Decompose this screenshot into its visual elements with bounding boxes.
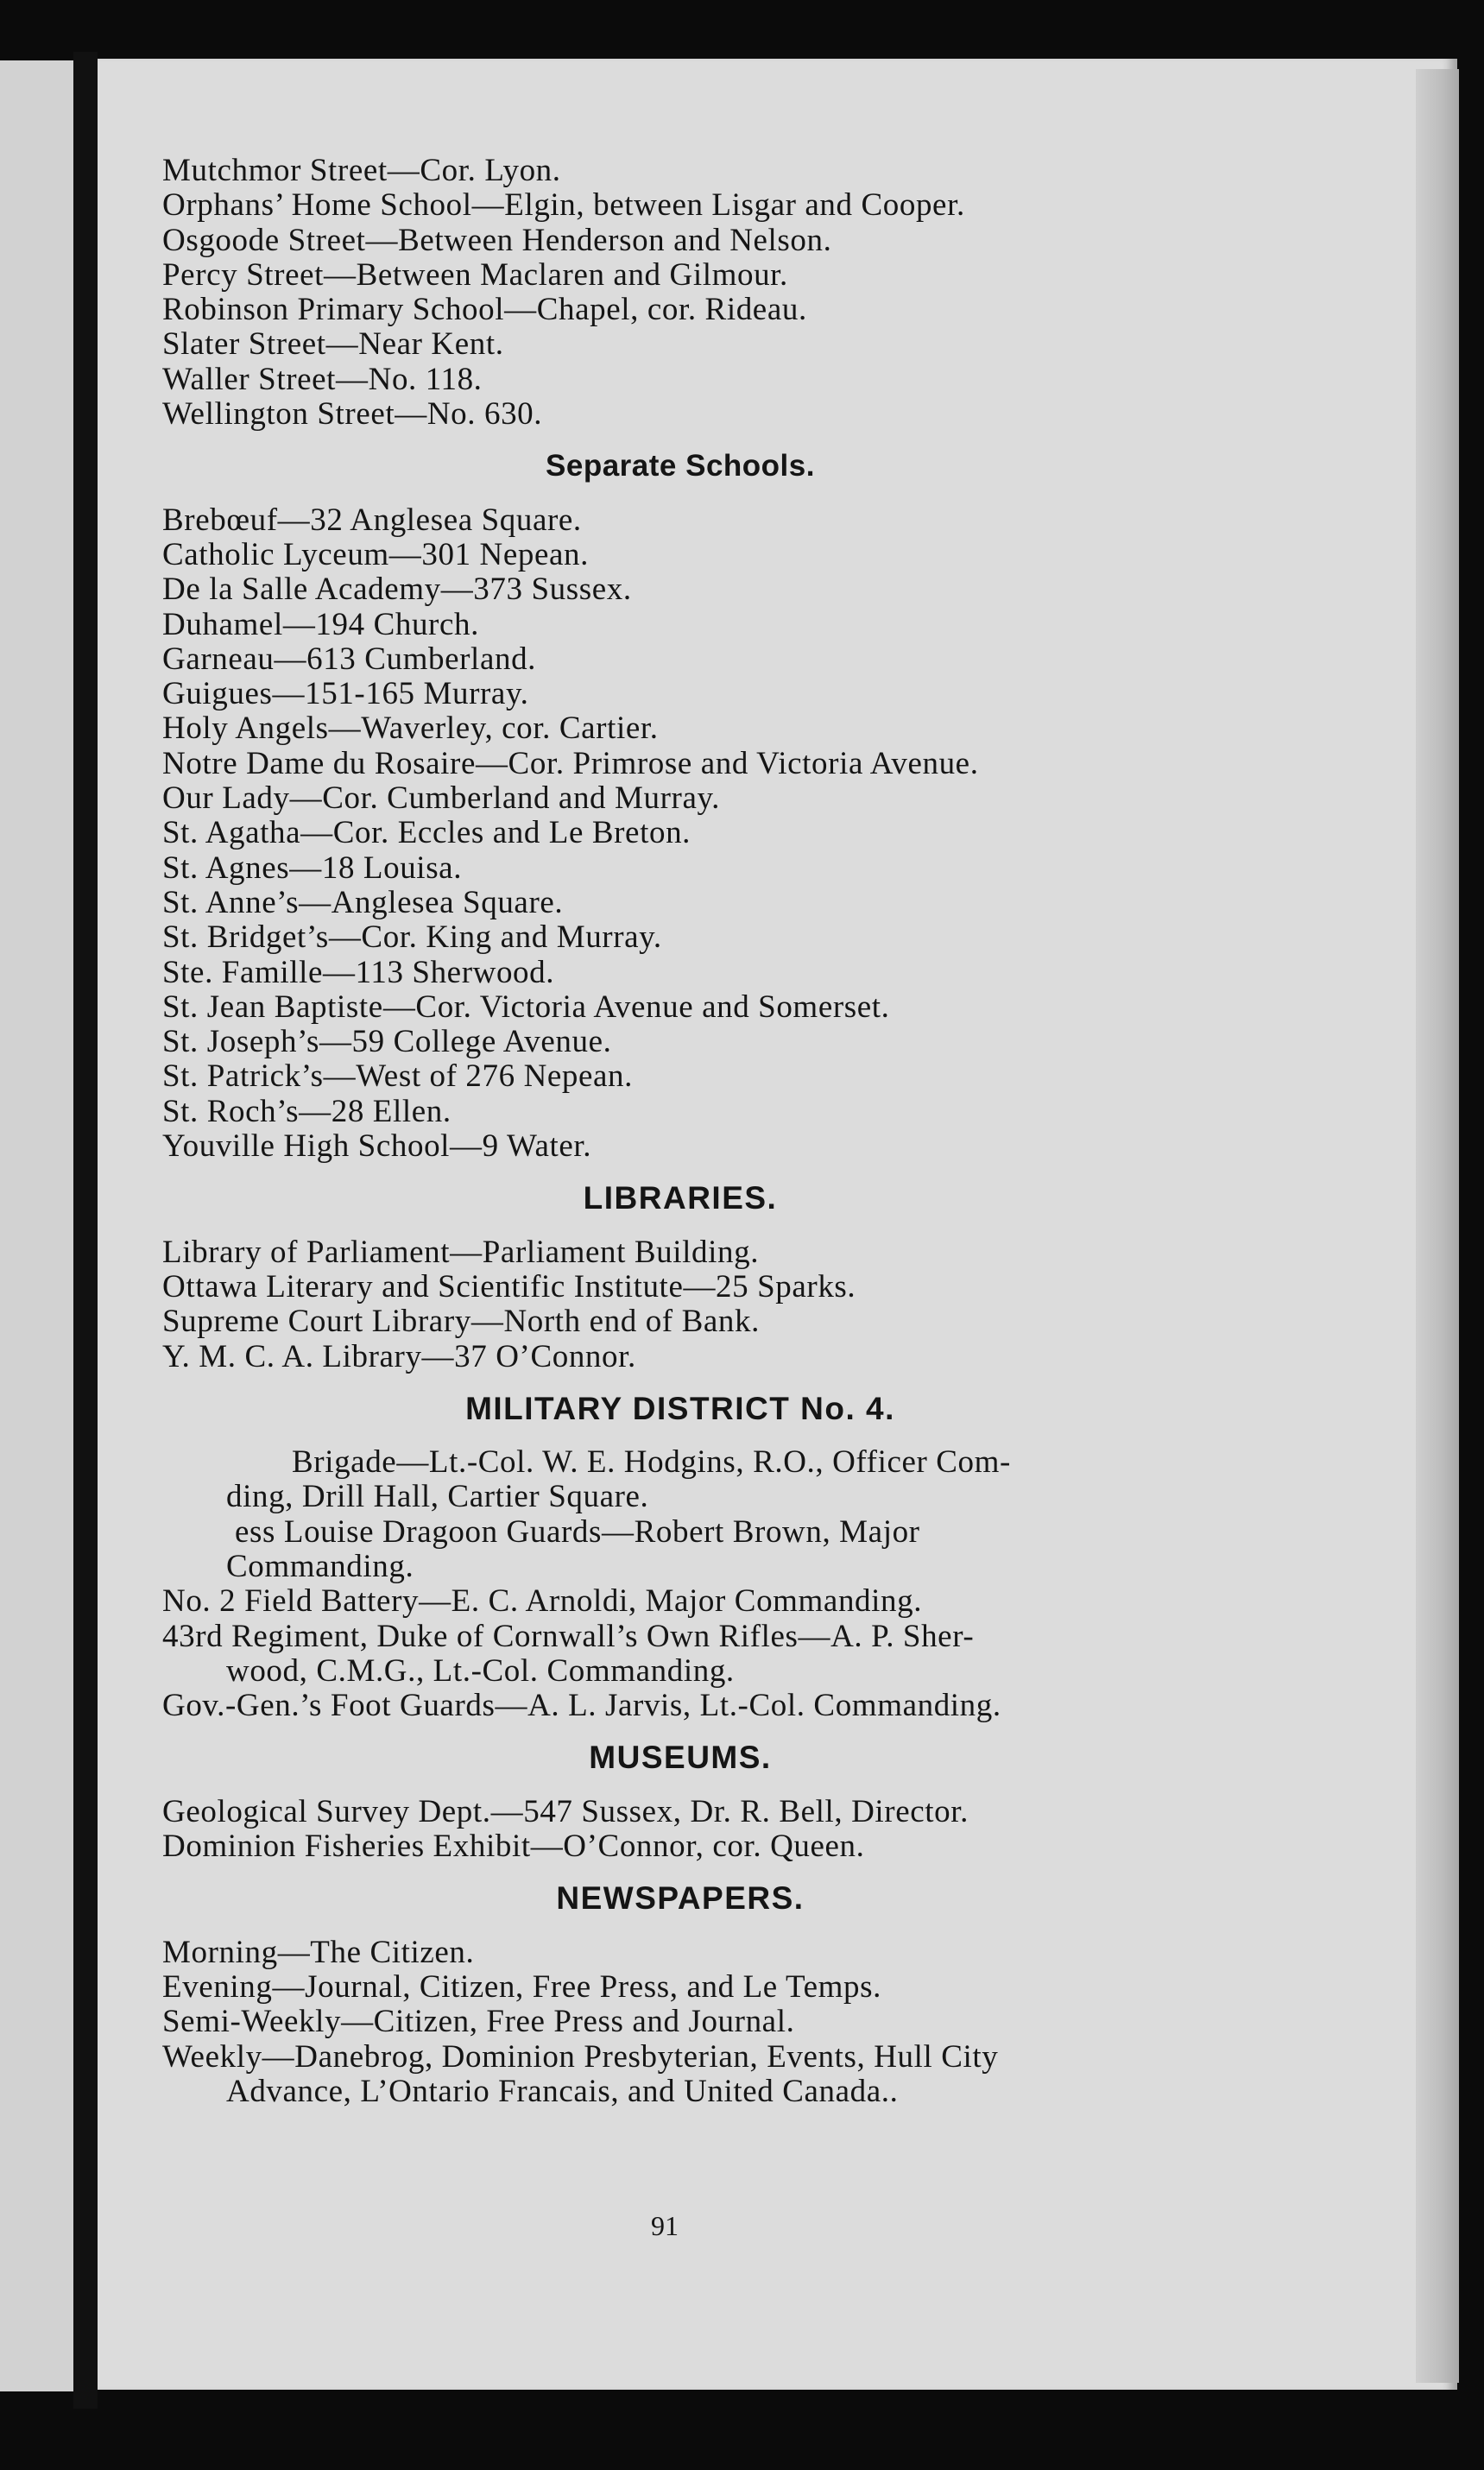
list-item: Brigade—Lt.-Col. W. E. Hodgins, R.O., Officer Com- bbox=[292, 1444, 1011, 1481]
list-item: Orphans’ Home School—Elgin, between Lisgar and Cooper. bbox=[162, 187, 965, 224]
list-item: Ottawa Literary and Scientific Institute—25 Sparks. bbox=[162, 1268, 856, 1304]
list-item: Guigues—151-165 Murray. bbox=[162, 676, 529, 712]
military-district-heading: MILITARY DISTRICT No. 4. bbox=[465, 1390, 895, 1426]
list-item: St. Agatha—Cor. Eccles and Le Breton. bbox=[162, 815, 691, 851]
list-item: St. Roch’s—28 Ellen. bbox=[162, 1093, 452, 1129]
list-item: Garneau—613 Cumberland. bbox=[162, 641, 537, 677]
list-item: Robinson Primary School—Chapel, cor. Rideau. bbox=[162, 292, 807, 328]
list-item: Brebœuf—32 Anglesea Square. bbox=[162, 502, 582, 538]
list-item: Supreme Court Library—North end of Bank. bbox=[162, 1304, 760, 1340]
list-item: St. Anne’s—Anglesea Square. bbox=[162, 884, 564, 920]
list-item: ess Louise Dragoon Guards—Robert Brown, Major bbox=[235, 1513, 920, 1550]
list-item: Dominion Fisheries Exhibit—O’Connor, cor. Queen. bbox=[162, 1829, 865, 1865]
list-item: St. Agnes—18 Louisa. bbox=[162, 850, 463, 886]
book-spine bbox=[73, 52, 98, 2409]
list-item: Our Lady—Cor. Cumberland and Murray. bbox=[162, 780, 721, 817]
list-item: Catholic Lyceum—301 Nepean. bbox=[162, 536, 589, 572]
separate-schools-heading: Separate Schools. bbox=[546, 449, 815, 483]
list-item: Duhamel—194 Church. bbox=[162, 606, 479, 642]
list-item: Slater Street—Near Kent. bbox=[162, 326, 504, 363]
public-schools-list bbox=[162, 154, 1198, 432]
list-item: Commanding. bbox=[226, 1548, 414, 1584]
left-page-edge bbox=[0, 60, 73, 2391]
list-item: Evening—Journal, Citizen, Free Press, and Le Temps. bbox=[162, 1968, 881, 2005]
list-item: Notre Dame du Rosaire—Cor. Primrose and Victoria Avenue. bbox=[162, 745, 979, 781]
list-item: No. 2 Field Battery—E. C. Arnoldi, Major Commanding. bbox=[162, 1583, 923, 1620]
newspapers-list bbox=[162, 1936, 1198, 2109]
list-item: Gov.-Gen.’s Foot Guards—A. L. Jarvis, Lt.-Col. Commanding. bbox=[162, 1688, 1001, 1724]
page-content bbox=[162, 154, 1198, 2109]
military-list bbox=[162, 1445, 1198, 1723]
museums-heading: MUSEUMS. bbox=[589, 1740, 772, 1776]
list-item: Y. M. C. A. Library—37 O’Connor. bbox=[162, 1338, 636, 1374]
list-item: Weekly—Danebrog, Dominion Presbyterian, Events, Hull City bbox=[162, 2038, 999, 2075]
list-item: Waller Street—No. 118. bbox=[162, 361, 483, 397]
list-item: De la Salle Academy—373 Sussex. bbox=[162, 572, 632, 608]
libraries-list bbox=[162, 1235, 1198, 1374]
list-item: Wellington Street—No. 630. bbox=[162, 396, 543, 433]
separate-schools-list bbox=[162, 503, 1198, 1165]
page-edge-shadow bbox=[1416, 69, 1459, 2383]
list-item: Ste. Famille—113 Sherwood. bbox=[162, 954, 555, 990]
list-item: Advance, L’Ontario Francais, and United Canada.. bbox=[226, 2073, 899, 2109]
list-item: St. Jean Baptiste—Cor. Victoria Avenue and Somerset. bbox=[162, 989, 890, 1025]
list-item: St. Patrick’s—West of 276 Nepean. bbox=[162, 1058, 634, 1095]
list-item: 43rd Regiment, Duke of Cornwall’s Own Rifles—A. P. Sher- bbox=[162, 1618, 975, 1654]
list-item: Youville High School—9 Water. bbox=[162, 1128, 592, 1165]
list-item: St. Joseph’s—59 College Avenue. bbox=[162, 1024, 612, 1060]
list-item: Semi-Weekly—Citizen, Free Press and Journal. bbox=[162, 2004, 795, 2040]
page-number: 91 bbox=[651, 2210, 679, 2241]
newspapers-heading: NEWSPAPERS. bbox=[556, 1880, 805, 1917]
list-item: St. Bridget’s—Cor. King and Murray. bbox=[162, 919, 662, 956]
list-item: Library of Parliament—Parliament Building. bbox=[162, 1234, 760, 1270]
list-item: wood, C.M.G., Lt.-Col. Commanding. bbox=[226, 1652, 735, 1689]
list-item: Geological Survey Dept.—547 Sussex, Dr. R. Bell, Director. bbox=[162, 1793, 969, 1829]
list-item: ding, Drill Hall, Cartier Square. bbox=[226, 1479, 649, 1515]
museums-list bbox=[162, 1795, 1198, 1865]
list-item: Holy Angels—Waverley, cor. Cartier. bbox=[162, 711, 659, 747]
libraries-heading: LIBRARIES. bbox=[583, 1180, 778, 1216]
list-item: Morning—The Citizen. bbox=[162, 1934, 475, 1970]
list-item: Mutchmor Street—Cor. Lyon. bbox=[162, 153, 561, 188]
list-item: Osgoode Street—Between Henderson and Nelson. bbox=[162, 222, 832, 258]
list-item: Percy Street—Between Maclaren and Gilmour. bbox=[162, 256, 788, 293]
